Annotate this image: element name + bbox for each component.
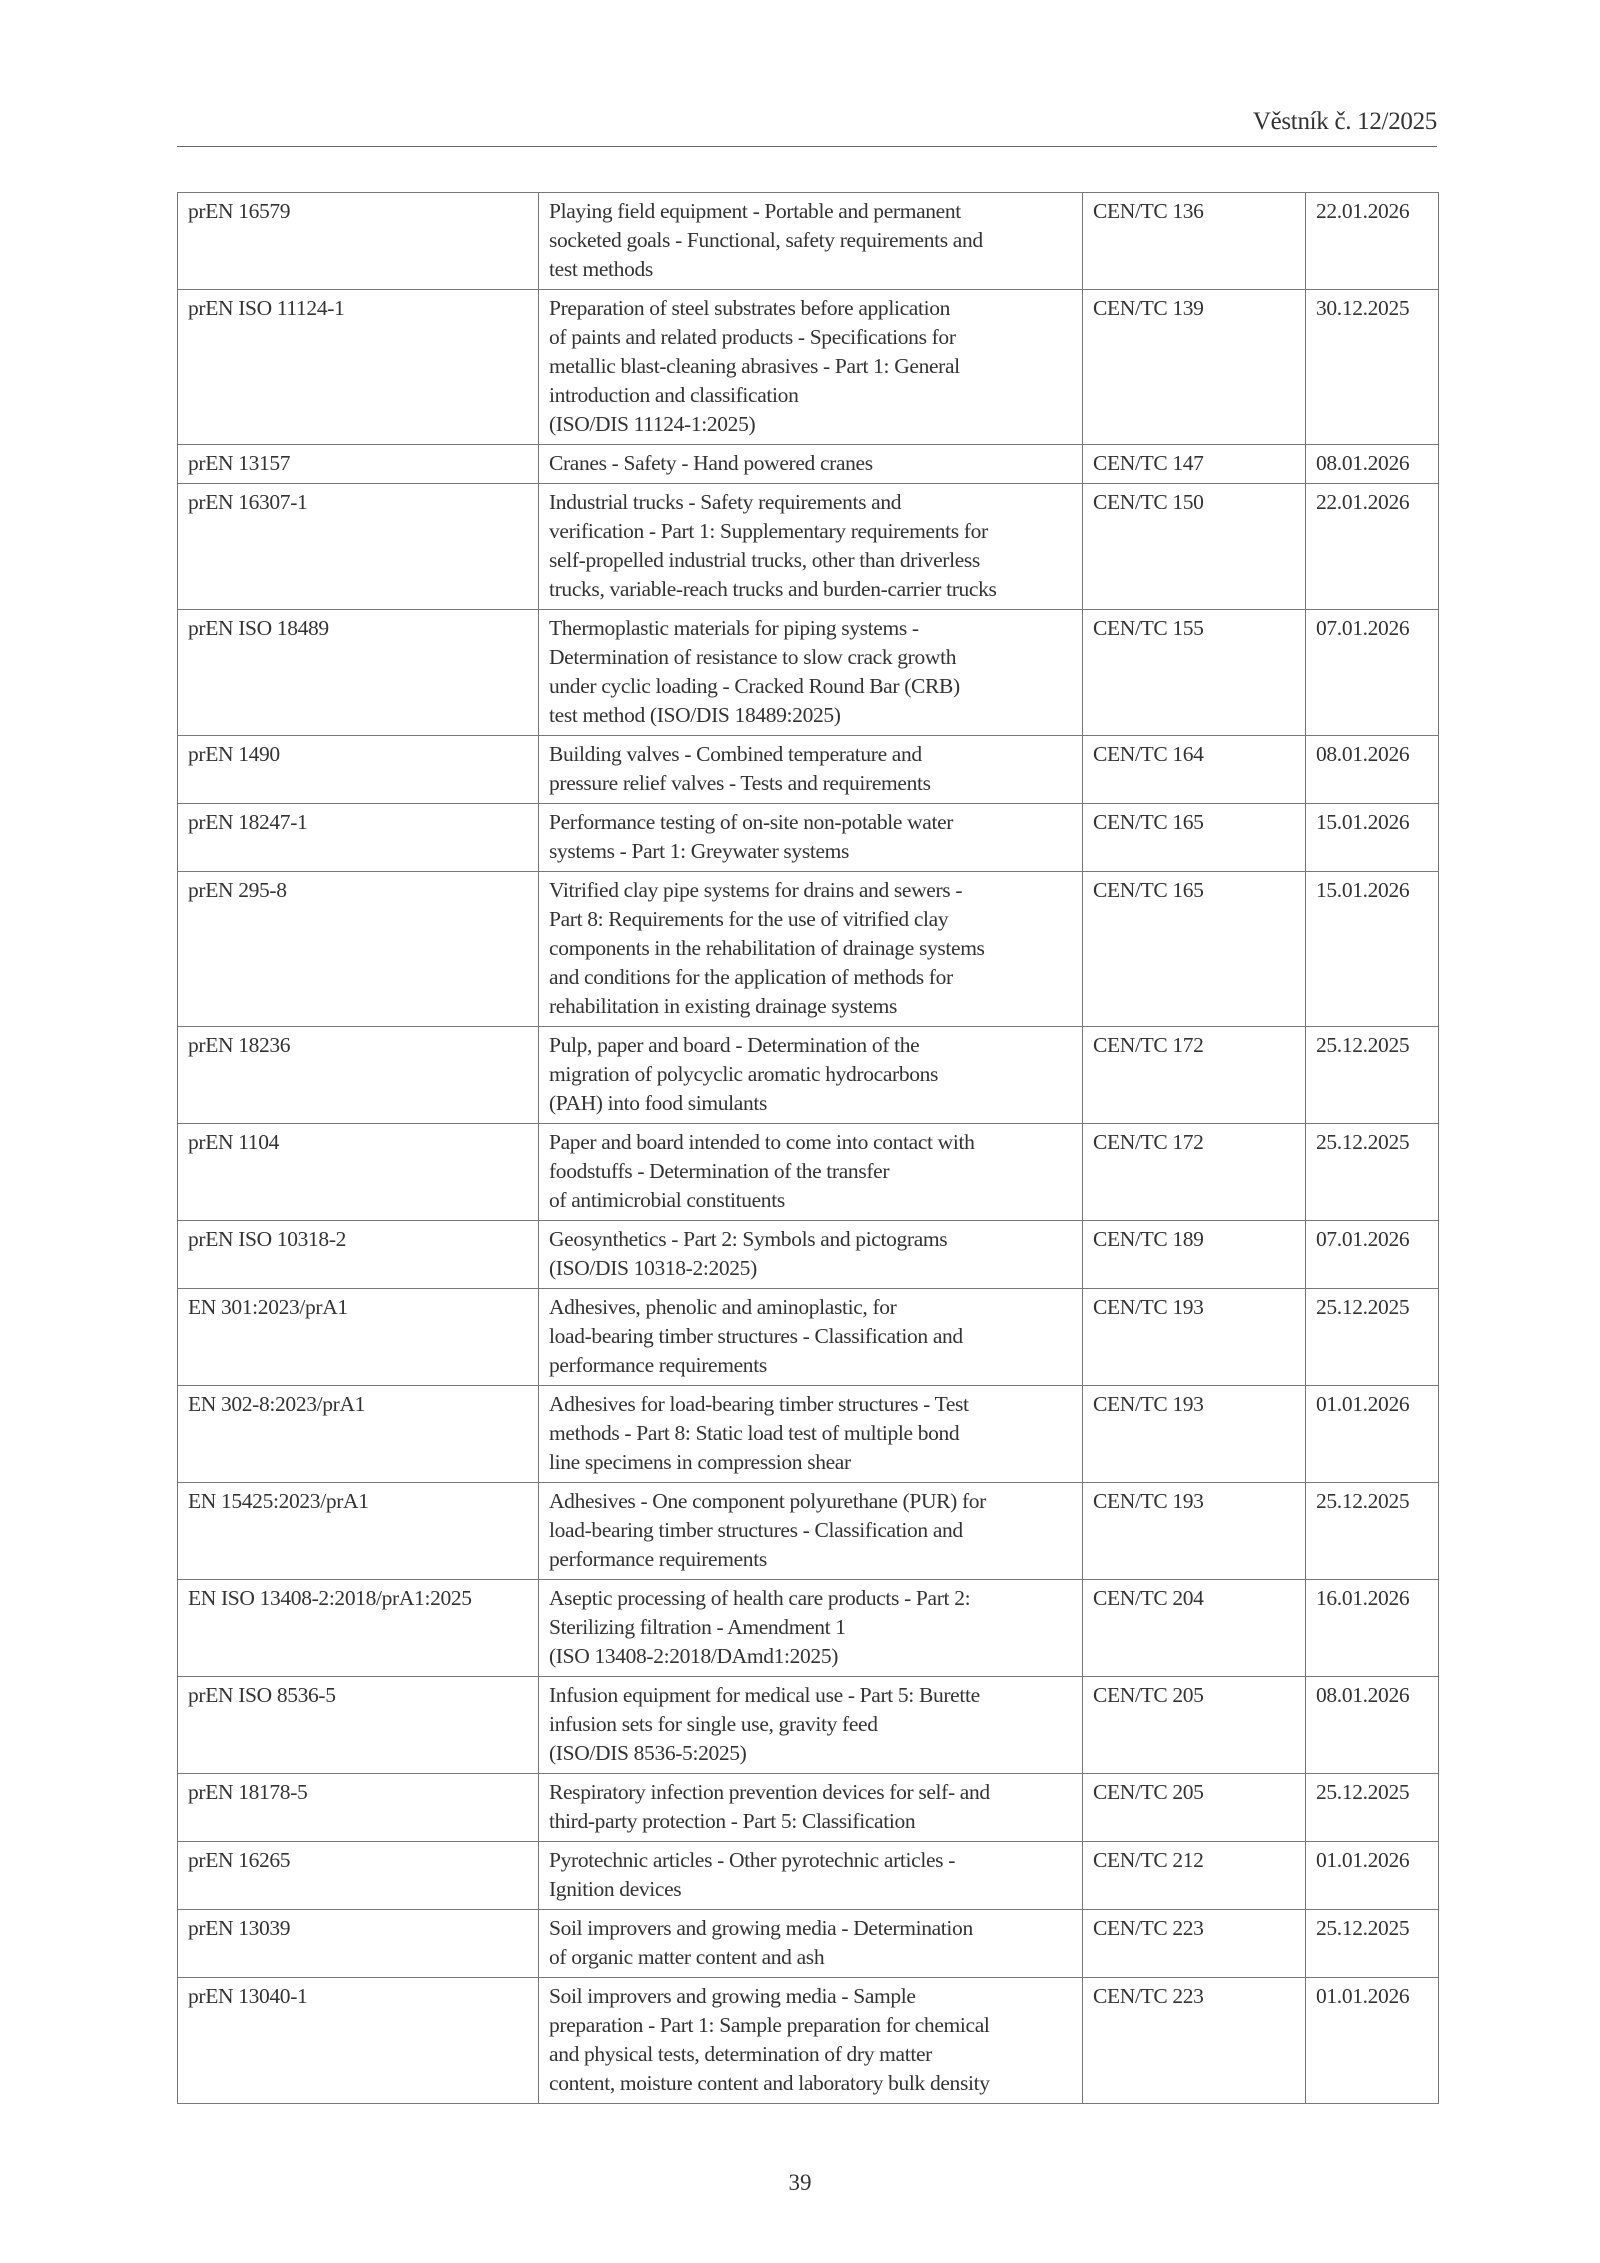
table-row	[178, 484, 1439, 610]
technical-committee: CEN/TC 193	[1083, 1289, 1306, 1386]
standard-title: Building valves - Combined temperature and pressure relief valves - Tests and requirements	[539, 736, 1083, 804]
standards-table	[177, 192, 1439, 2104]
deadline-date: 01.01.2026	[1306, 1978, 1439, 2104]
table-row	[178, 736, 1439, 804]
table-row	[178, 610, 1439, 736]
technical-committee: CEN/TC 164	[1083, 736, 1306, 804]
deadline-date: 22.01.2026	[1306, 193, 1439, 290]
deadline-date: 30.12.2025	[1306, 290, 1439, 445]
table-row	[178, 1124, 1439, 1221]
table-row	[178, 1677, 1439, 1774]
deadline-date: 25.12.2025	[1306, 1910, 1439, 1978]
deadline-date: 01.01.2026	[1306, 1842, 1439, 1910]
deadline-date: 25.12.2025	[1306, 1289, 1439, 1386]
standard-code: prEN 18247-1	[178, 804, 539, 872]
standard-code: prEN 16265	[178, 1842, 539, 1910]
technical-committee: CEN/TC 147	[1083, 445, 1306, 484]
table-row	[178, 1483, 1439, 1580]
standard-title: Respiratory infection prevention devices for self- and third-party protection - Part 5: Classification	[539, 1774, 1083, 1842]
deadline-date: 25.12.2025	[1306, 1124, 1439, 1221]
deadline-date: 07.01.2026	[1306, 610, 1439, 736]
technical-committee: CEN/TC 193	[1083, 1483, 1306, 1580]
standard-code: prEN 13039	[178, 1910, 539, 1978]
deadline-date: 15.01.2026	[1306, 872, 1439, 1027]
technical-committee: CEN/TC 172	[1083, 1124, 1306, 1221]
technical-committee: CEN/TC 223	[1083, 1978, 1306, 2104]
standards-table-body	[178, 193, 1439, 2104]
standard-title: Pulp, paper and board - Determination of the migration of polycyclic aromatic hydrocarbons (PAH) into food simulants	[539, 1027, 1083, 1124]
technical-committee: CEN/TC 212	[1083, 1842, 1306, 1910]
technical-committee: CEN/TC 204	[1083, 1580, 1306, 1677]
technical-committee: CEN/TC 155	[1083, 610, 1306, 736]
standard-title: Performance testing of on-site non-potable water systems - Part 1: Greywater systems	[539, 804, 1083, 872]
deadline-date: 08.01.2026	[1306, 736, 1439, 804]
table-row	[178, 1221, 1439, 1289]
standard-title: Soil improvers and growing media - Sample preparation - Part 1: Sample preparation for chemical and physical tests, determination of dry matter content, moisture content and laboratory bulk density	[539, 1978, 1083, 2104]
table-row	[178, 872, 1439, 1027]
technical-committee: CEN/TC 165	[1083, 872, 1306, 1027]
standard-code: prEN 295-8	[178, 872, 539, 1027]
standard-code: prEN 18236	[178, 1027, 539, 1124]
table-row	[178, 1910, 1439, 1978]
standard-title: Adhesives - One component polyurethane (PUR) for load-bearing timber structures - Classification and performance requirements	[539, 1483, 1083, 1580]
table-row	[178, 1842, 1439, 1910]
standard-title: Pyrotechnic articles - Other pyrotechnic articles - Ignition devices	[539, 1842, 1083, 1910]
deadline-date: 07.01.2026	[1306, 1221, 1439, 1289]
technical-committee: CEN/TC 205	[1083, 1677, 1306, 1774]
deadline-date: 25.12.2025	[1306, 1483, 1439, 1580]
table-row	[178, 1580, 1439, 1677]
deadline-date: 25.12.2025	[1306, 1027, 1439, 1124]
table-row	[178, 193, 1439, 290]
table-row	[178, 1978, 1439, 2104]
standard-title: Adhesives for load-bearing timber structures - Test methods - Part 8: Static load test of multiple bond line specimens in compression shear	[539, 1386, 1083, 1483]
standard-code: EN 301:2023/prA1	[178, 1289, 539, 1386]
page-number: 39	[788, 2170, 812, 2195]
standard-title: Aseptic processing of health care products - Part 2: Sterilizing filtration - Amendment 1 (ISO 13408-2:2018/DAmd1:2025)	[539, 1580, 1083, 1677]
standard-code: prEN 1104	[178, 1124, 539, 1221]
table-row	[178, 1289, 1439, 1386]
standard-code: prEN 1490	[178, 736, 539, 804]
standard-code: prEN ISO 18489	[178, 610, 539, 736]
standard-title: Vitrified clay pipe systems for drains and sewers - Part 8: Requirements for the use of vitrified clay components in the rehabilitation of drainage systems and conditions for the application of methods for rehabilitation in existing drainage systems	[539, 872, 1083, 1027]
standard-title: Soil improvers and growing media - Determination of organic matter content and ash	[539, 1910, 1083, 1978]
technical-committee: CEN/TC 223	[1083, 1910, 1306, 1978]
standard-title: Thermoplastic materials for piping systems - Determination of resistance to slow crack growth under cyclic loading - Cracked Round Bar (CRB) test method (ISO/DIS 18489:2025)	[539, 610, 1083, 736]
standard-code: prEN 18178-5	[178, 1774, 539, 1842]
standard-code: EN 15425:2023/prA1	[178, 1483, 539, 1580]
table-row	[178, 1774, 1439, 1842]
standard-title: Industrial trucks - Safety requirements and verification - Part 1: Supplementary requirements for self-propelled industrial trucks, other than driverless trucks, variable-reach trucks and burden-carrier trucks	[539, 484, 1083, 610]
standard-code: prEN ISO 10318-2	[178, 1221, 539, 1289]
deadline-date: 01.01.2026	[1306, 1386, 1439, 1483]
deadline-date: 08.01.2026	[1306, 445, 1439, 484]
technical-committee: CEN/TC 189	[1083, 1221, 1306, 1289]
table-row	[178, 445, 1439, 484]
technical-committee: CEN/TC 136	[1083, 193, 1306, 290]
header-divider	[177, 146, 1437, 147]
deadline-date: 25.12.2025	[1306, 1774, 1439, 1842]
standard-code: prEN 13157	[178, 445, 539, 484]
technical-committee: CEN/TC 205	[1083, 1774, 1306, 1842]
standard-title: Adhesives, phenolic and aminoplastic, for load-bearing timber structures - Classification and performance requirements	[539, 1289, 1083, 1386]
standard-code: prEN ISO 8536-5	[178, 1677, 539, 1774]
standard-code: EN ISO 13408-2:2018/prA1:2025	[178, 1580, 539, 1677]
technical-committee: CEN/TC 165	[1083, 804, 1306, 872]
deadline-date: 16.01.2026	[1306, 1580, 1439, 1677]
standard-code: prEN ISO 11124-1	[178, 290, 539, 445]
technical-committee: CEN/TC 139	[1083, 290, 1306, 445]
bulletin-header: Věstník č. 12/2025	[1252, 108, 1437, 135]
standard-title: Preparation of steel substrates before application of paints and related products - Specifications for metallic blast-cleaning abrasives - Part 1: General introduction and classification (ISO/DIS 11124-1:2025)	[539, 290, 1083, 445]
standard-code: prEN 16307-1	[178, 484, 539, 610]
deadline-date: 08.01.2026	[1306, 1677, 1439, 1774]
table-row	[178, 804, 1439, 872]
standard-title: Playing field equipment - Portable and permanent socketed goals - Functional, safety requirements and test methods	[539, 193, 1083, 290]
standard-title: Infusion equipment for medical use - Part 5: Burette infusion sets for single use, gravity feed (ISO/DIS 8536-5:2025)	[539, 1677, 1083, 1774]
standard-code: prEN 13040-1	[178, 1978, 539, 2104]
standard-title: Paper and board intended to come into contact with foodstuffs - Determination of the transfer of antimicrobial constituents	[539, 1124, 1083, 1221]
table-row	[178, 290, 1439, 445]
table-row	[178, 1027, 1439, 1124]
deadline-date: 22.01.2026	[1306, 484, 1439, 610]
technical-committee: CEN/TC 150	[1083, 484, 1306, 610]
standard-code: prEN 16579	[178, 193, 539, 290]
table-row	[178, 1386, 1439, 1483]
deadline-date: 15.01.2026	[1306, 804, 1439, 872]
technical-committee: CEN/TC 193	[1083, 1386, 1306, 1483]
standard-title: Cranes - Safety - Hand powered cranes	[539, 445, 1083, 484]
technical-committee: CEN/TC 172	[1083, 1027, 1306, 1124]
standard-code: EN 302-8:2023/prA1	[178, 1386, 539, 1483]
standard-title: Geosynthetics - Part 2: Symbols and pictograms (ISO/DIS 10318-2:2025)	[539, 1221, 1083, 1289]
